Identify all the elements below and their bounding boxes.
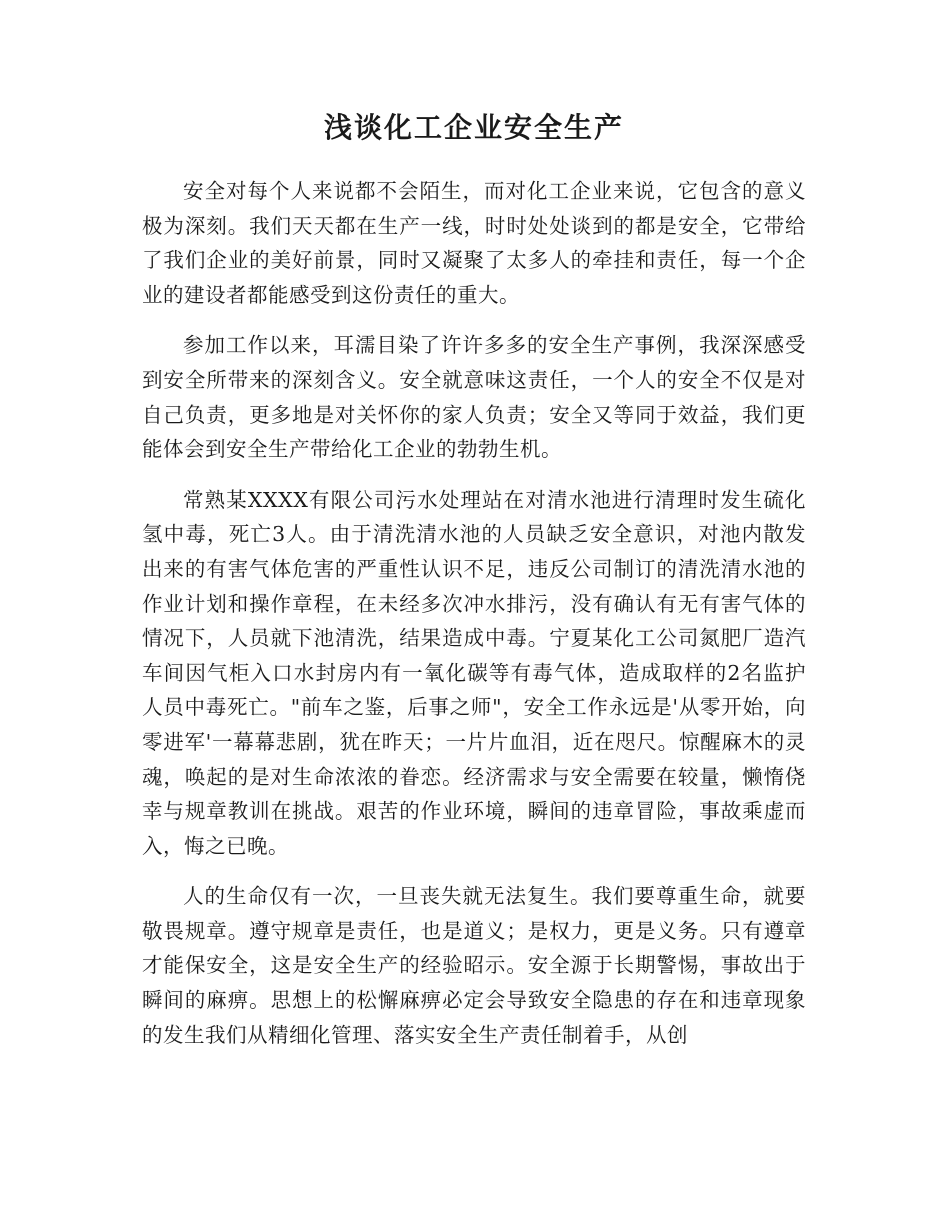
document-page (142, 108, 806, 1068)
paragraph-1: 安全对每个人来说都不会陌生，而对化工企业来说，它包含的意义极为深刻。我们天天都在生产一线，时时处处谈到的都是安全，它带给了我们企业的美好前景，同时又凝聚了太多人的牵挂和责任，每一个企业的建设者都能感受到这份责任的重大。 (142, 179, 806, 307)
paragraph-3: 常熟某XXXX有限公司污水处理站在对清水池进行清理时发生硫化氢中毒，死亡3人。由于清洗清水池的人员缺乏安全意识，对池内散发出来的有害气体危害的严重性认识不足，违反公司制订的清洗清水池的作业计划和操作章程，在未经多次冲水排污，没有确认有无有害气体的情况下，人员就下池清洗，结果造成中毒。宁夏某化工公司氮肥厂造汽车间因气柜入口水封房内有一氧化碳等有毒气体，造成取样的2名监护人员中毒死亡。"前车之鉴，后事之师"，安全工作永远是'从零开始，向零进军'一幕幕悲剧，犹在昨天；一片片血泪，近在咫尺。惊醒麻木的灵魂，唤起的是对生命浓浓的眷恋。经济需求与安全需要在较量，懒惰侥幸与规章教训在挑战。艰苦的作业环境，瞬间的违章冒险，事故乘虚而入，悔之已晚。 (142, 487, 806, 858)
paragraph-4: 人的生命仅有一次，一旦丧失就无法复生。我们要尊重生命，就要敬畏规章。遵守规章是责任，也是道义；是权力，更是义务。只有遵章才能保安全，这是安全生产的经验昭示。安全源于长期警惕，事故出于瞬间的麻痹。思想上的松懈麻痹必定会导致安全隐患的存在和违章现象的发生我们从精细化管理、落实安全生产责任制着手，从创 (142, 884, 806, 1047)
paragraph-2: 参加工作以来，耳濡目染了许许多多的安全生产事例，我深深感受到安全所带来的深刻含义。安全就意味这责任，一个人的安全不仅是对自己负责，更多地是对关怀你的家人负责；安全又等同于效益，我们更能体会到安全生产带给化工企业的勃勃生机。 (142, 333, 806, 462)
document-title: 浅谈化工企业安全生产 (323, 111, 624, 144)
